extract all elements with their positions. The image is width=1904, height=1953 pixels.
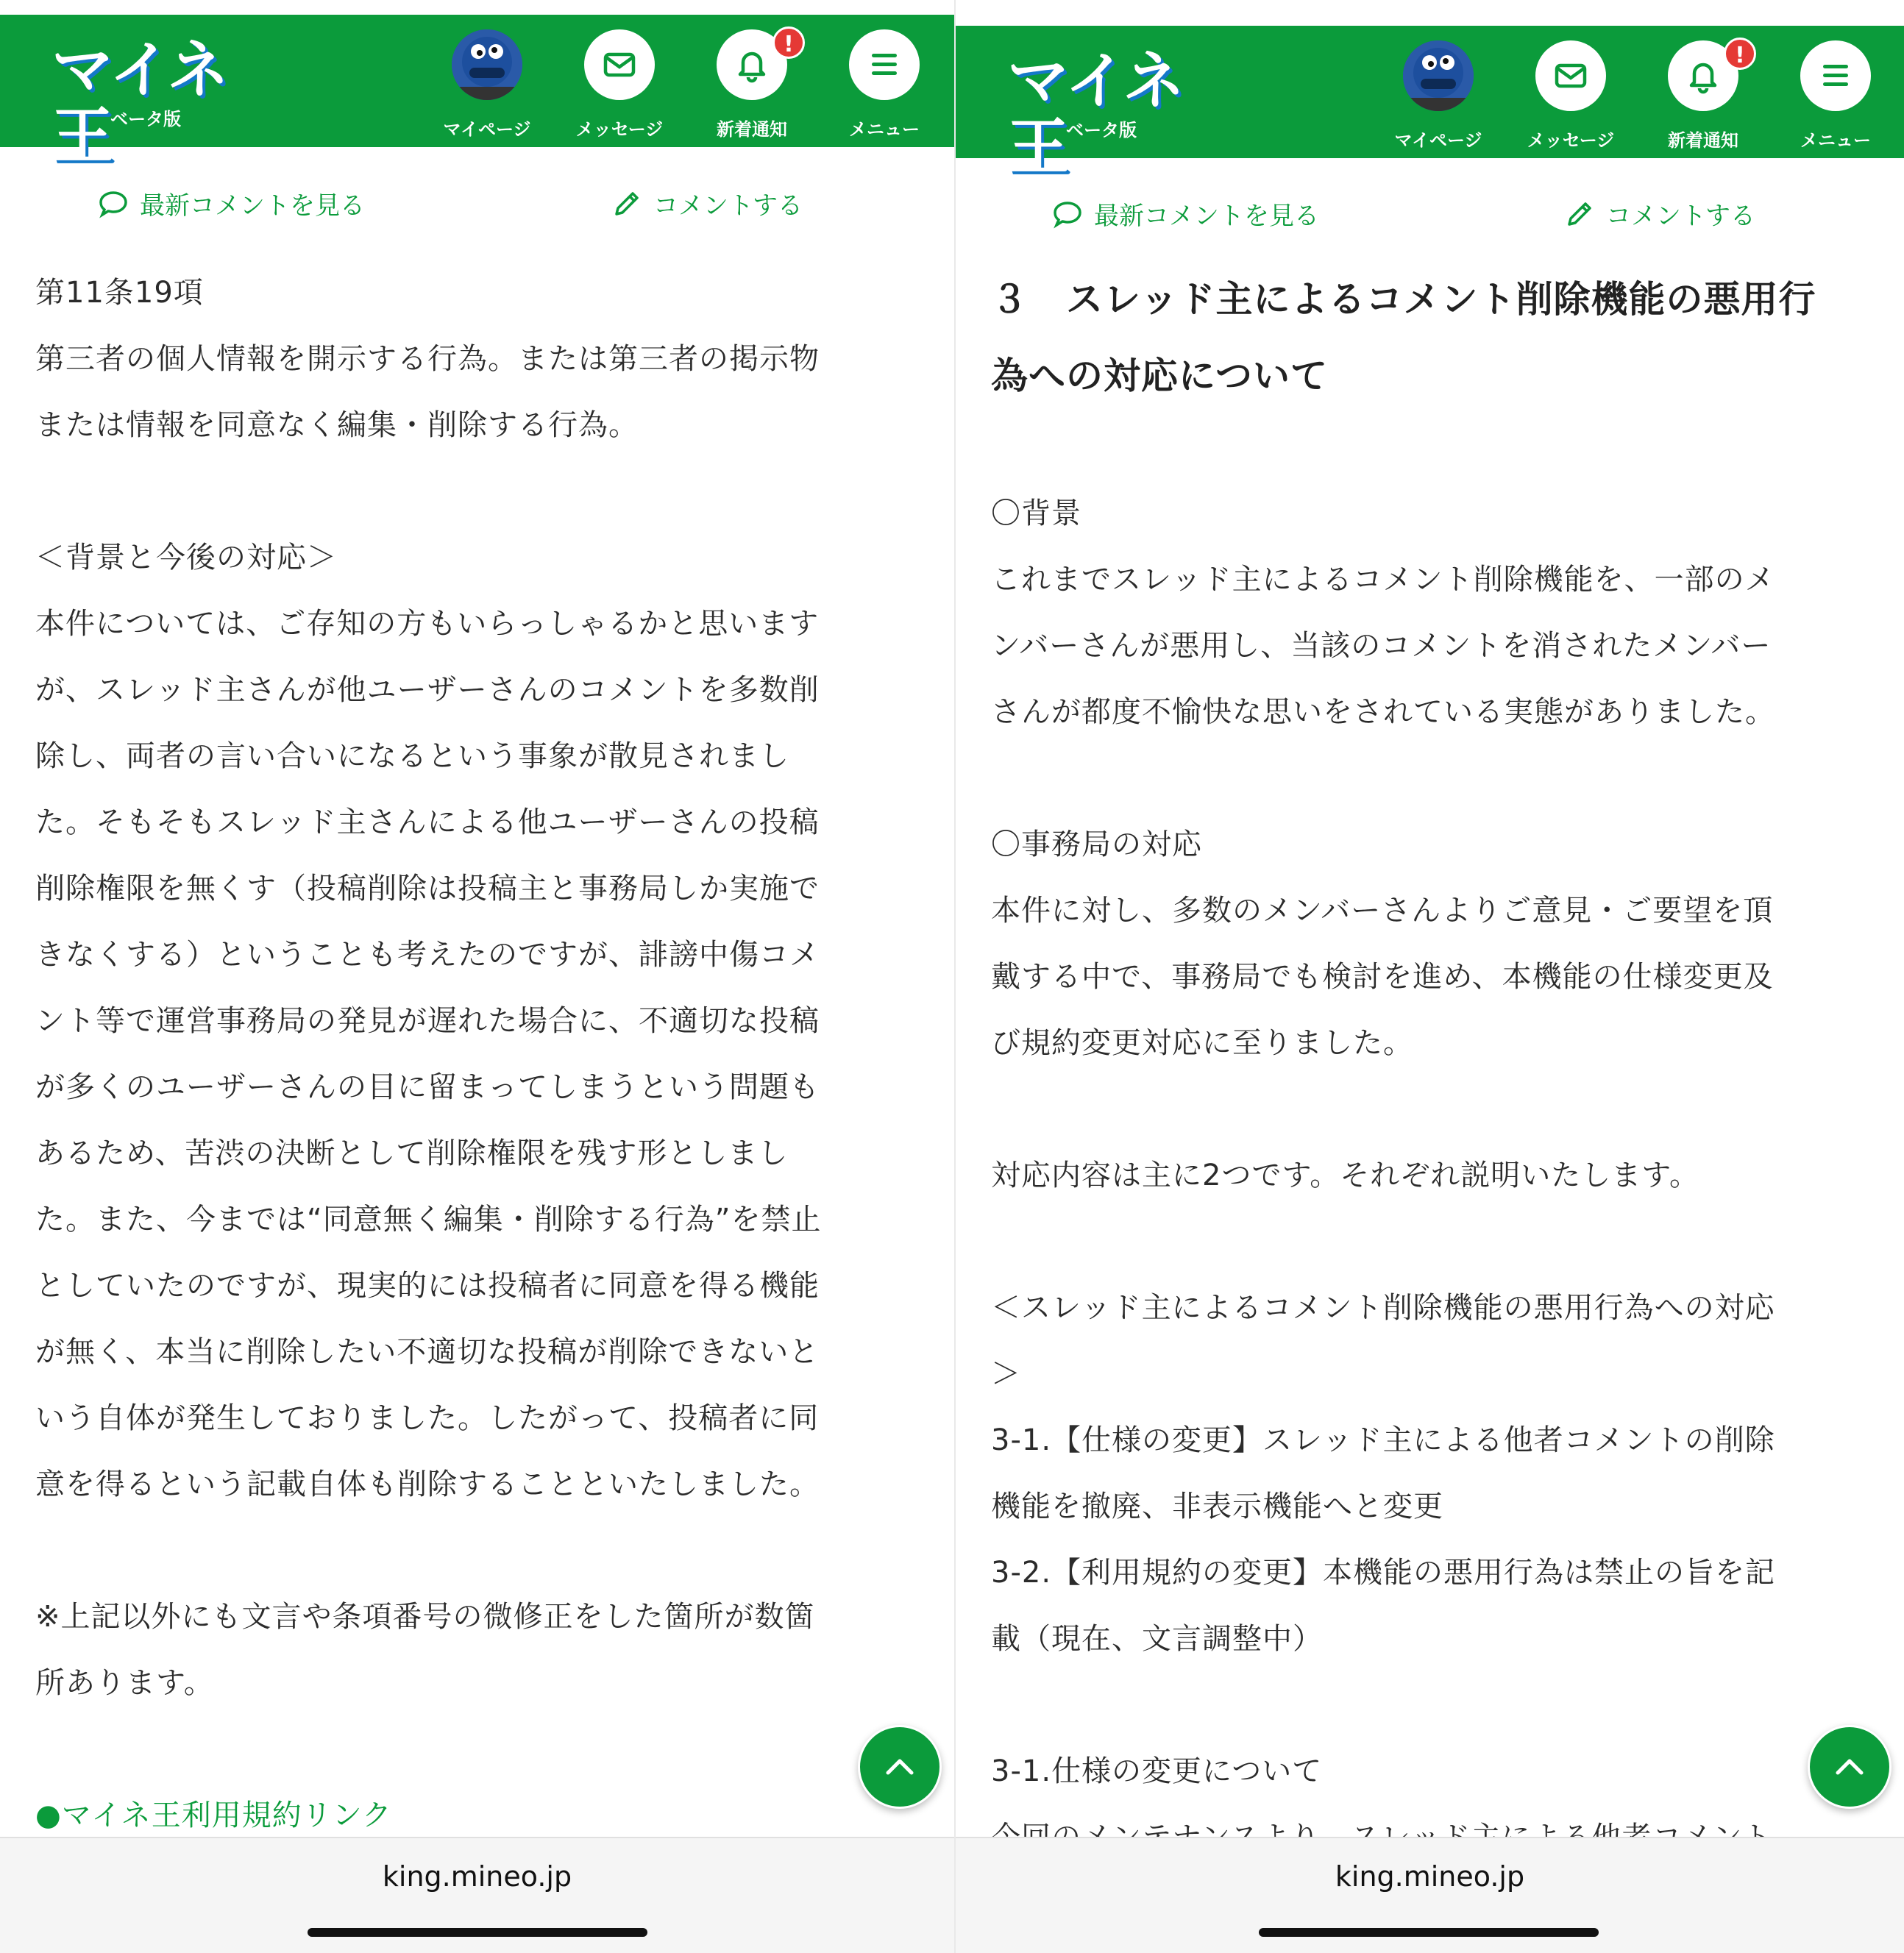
nav-label: マイページ	[1394, 130, 1482, 151]
comment-actions	[956, 196, 1904, 247]
url-text[interactable]: king.mineo.jp	[1335, 1860, 1525, 1893]
site-header	[956, 26, 1904, 183]
blank-line	[991, 1076, 1867, 1142]
article-line: 除し、両者の言い合いになるという事象が散見されまし	[35, 739, 789, 773]
article-line: 削除権限を無くす（投稿削除は投稿主と事務局しか実施で	[35, 872, 820, 906]
nav-label: メッセージ	[575, 119, 664, 140]
site-logo[interactable]	[51, 34, 235, 172]
section-heading: 為への対応について	[991, 355, 1328, 397]
avatar	[452, 29, 522, 100]
article-line: 戴する中で、事務局でも検討を進め、本機能の仕様変更及	[991, 960, 1774, 994]
logo-text: マイネ王	[1007, 45, 1182, 183]
home-indicator[interactable]	[1259, 1928, 1599, 1937]
notification-badge: !	[1724, 38, 1756, 70]
article-line: 第三者の個人情報を開示する行為。または第三者の掲示物	[35, 342, 820, 376]
logo-beta-label: ベータ版	[110, 109, 181, 129]
article-line: 〇背景	[991, 497, 1081, 530]
article-line: これまでスレッド主によるコメント削除機能を、一部のメ	[991, 563, 1775, 597]
article-line: た。また、今までは“同意無く編集・削除する行為”を禁止	[35, 1203, 822, 1237]
comment-link[interactable]	[1563, 196, 1755, 232]
speech-bubble-icon	[1051, 198, 1084, 230]
scroll-top-button[interactable]	[858, 1725, 942, 1809]
article-line: が無く、本当に削除したい不適切な投稿が削除できないと	[35, 1335, 820, 1369]
article-line: ＞	[991, 1357, 1021, 1391]
mail-icon	[1535, 40, 1606, 111]
nav-label: メッセージ	[1527, 130, 1615, 151]
site-header	[0, 15, 954, 172]
article-line: 〇事務局の対応	[991, 828, 1202, 861]
nav-label: 新着通知	[1668, 130, 1738, 151]
pencil-icon	[611, 188, 643, 220]
blank-line	[991, 1672, 1867, 1738]
site-logo[interactable]	[1007, 45, 1191, 183]
blank-line	[35, 1716, 910, 1782]
chevron-up-icon	[1831, 1749, 1868, 1785]
blank-line	[991, 414, 1867, 480]
latest-comments-label: 最新コメントを見る	[140, 191, 365, 221]
browser-address-bar	[0, 1837, 954, 1953]
article-line: 所あります。	[35, 1666, 214, 1700]
article-line: 本件に対し、多数のメンバーさんよりご意見・ご要望を頂	[991, 894, 1774, 928]
latest-comments-link[interactable]	[97, 185, 365, 221]
blank-line	[991, 745, 1867, 811]
article-line: 意を得るという記載自体も削除することといたしました。	[35, 1468, 820, 1501]
scroll-top-button[interactable]	[1808, 1725, 1891, 1809]
article-line: た。そもそもスレッド主さんによる他ユーザーさんの投稿	[35, 805, 820, 839]
nav-mypage[interactable]	[428, 24, 546, 141]
latest-comments-label: 最新コメントを見る	[1094, 202, 1319, 231]
nav-label: 新着通知	[717, 119, 787, 140]
nav-message[interactable]	[561, 24, 678, 141]
notification-badge: !	[772, 26, 805, 59]
home-indicator[interactable]	[308, 1928, 647, 1937]
nav-label: メニュー	[849, 119, 920, 140]
article-line: 本件については、ご存知の方もいらっしゃるかと思います	[35, 607, 820, 641]
article-line: または情報を同意なく編集・削除する行為。	[35, 408, 639, 442]
article-line: さんが都度不愉快な思いをされている実態がありました。	[991, 695, 1775, 729]
logo-beta-label: ベータ版	[1066, 120, 1137, 140]
article-line: 3-1.【仕様の変更】スレッド主による他者コメントの削除	[991, 1423, 1775, 1457]
article-line: ※上記以外にも文言や条項番号の微修正をした箇所が数箇	[35, 1600, 815, 1634]
section-heading: ３ スレッド主によるコメント削除機能の悪用行	[991, 278, 1816, 321]
nav-label: メニュー	[1800, 130, 1871, 151]
url-text[interactable]: king.mineo.jp	[382, 1860, 572, 1893]
browser-address-bar	[956, 1837, 1904, 1953]
article-line: 3-2.【利用規約の変更】本機能の悪用行為は禁止の旨を記	[991, 1556, 1776, 1590]
chevron-up-icon	[881, 1749, 918, 1785]
article-line: 載（現在、文言調整中）	[991, 1622, 1323, 1656]
article-line: ント等で運営事務局の発見が遅れた場合に、不適切な投稿	[35, 1004, 820, 1038]
pencil-icon	[1563, 198, 1596, 230]
article-line: としていたのですが、現実的には投稿者に同意を得る機能	[35, 1269, 820, 1303]
nav-message[interactable]	[1512, 35, 1630, 152]
comment-label: コメントする	[653, 191, 803, 221]
article-line: 機能を撤廃、非表示機能へと変更	[991, 1490, 1443, 1523]
blank-line	[35, 1518, 910, 1584]
nav-menu[interactable]	[825, 24, 943, 141]
article-line: ンバーさんが悪用し、当該のコメントを消されたメンバー	[991, 629, 1772, 663]
logo-text: マイネ王	[51, 34, 227, 172]
article-line: が多くのユーザーさんの目に留まってしまうという問題も	[35, 1070, 820, 1104]
nav-notifications[interactable]	[693, 24, 811, 141]
nav-notifications[interactable]	[1644, 35, 1762, 152]
article-line: 対応内容は主に2つです。それぞれ説明いたします。	[991, 1159, 1700, 1192]
article-body	[35, 260, 910, 1849]
article-line: きなくする）ということも考えたのですが、誹謗中傷コメ	[35, 938, 820, 972]
nav-mypage[interactable]	[1379, 35, 1497, 152]
comment-label: コメントする	[1606, 202, 1755, 231]
article-line: いう自体が発生しておりました。したがって、投稿者に同	[35, 1401, 820, 1435]
mail-icon	[584, 29, 655, 100]
article-line: あるため、苦渋の決断として削除権限を残す形としまし	[35, 1136, 789, 1170]
avatar	[1403, 40, 1474, 111]
article-line: ＜背景と今後の対応＞	[35, 541, 337, 574]
article-line: ＜スレッド主によるコメント削除機能の悪用行為への対応	[991, 1291, 1775, 1325]
comment-actions	[0, 185, 954, 237]
latest-comments-link[interactable]	[1051, 196, 1319, 232]
article-body	[991, 261, 1867, 1871]
article-line: 3-1.仕様の変更について	[991, 1754, 1323, 1788]
nav-label: マイページ	[443, 119, 531, 140]
article-line: が、スレッド主さんが他ユーザーさんのコメントを多数削	[35, 673, 820, 707]
menu-icon	[1800, 40, 1871, 111]
blank-line	[35, 458, 910, 524]
speech-bubble-icon	[97, 188, 129, 220]
blank-line	[991, 1209, 1867, 1275]
right-screenshot-panel	[956, 0, 1904, 1953]
terms-link[interactable]: ●マイネ王利用規約リンク	[35, 1799, 392, 1832]
article-line: 第11条19項	[35, 276, 204, 310]
comment-link[interactable]	[611, 185, 803, 221]
article-line: び規約変更対応に至りました。	[991, 1026, 1413, 1060]
menu-icon	[849, 29, 920, 100]
nav-menu[interactable]	[1777, 35, 1894, 152]
